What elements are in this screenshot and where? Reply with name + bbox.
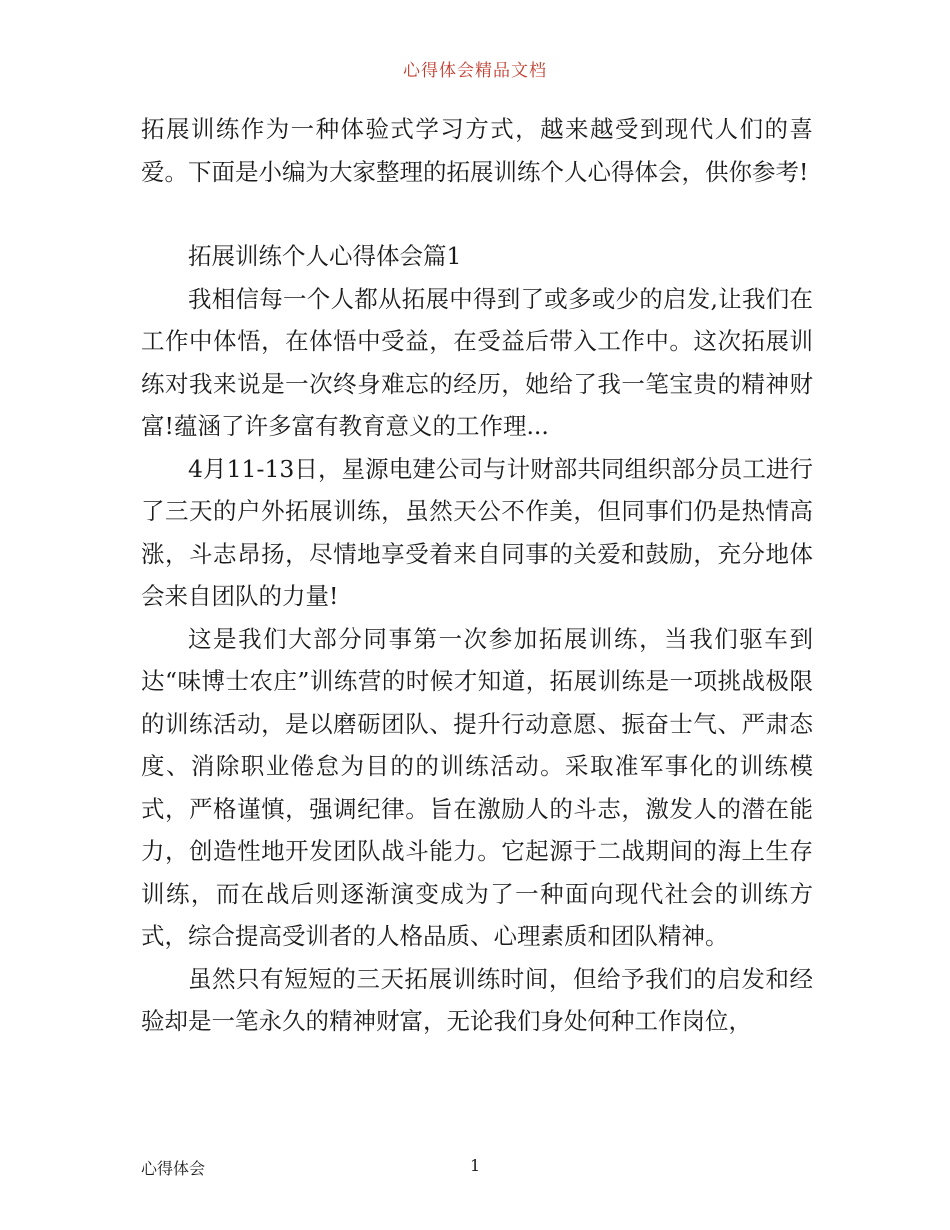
body-paragraph-3: 这是我们大部分同事第一次参加拓展训练，当我们驱车到达“味博士农庄”训练营的时候才知道，拓展训练是一项挑战极限的训练活动，是以磨砺团队、提升行动意愿、振奋士气、严肃态度、消除职业倦怠为目的的训练活动。采取准军事化的训练模式，严格谨慎，强调纪律。旨在激励人的斗志，激发人的潜在能力，创造性地开发团队战斗能力。它起源于二战期间的海上生存训练，而在战后则逐渐演变成为了一种面向现代社会的训练方式，综合提高受训者的人格品质、心理素质和团队精神。 (141, 624, 813, 950)
section-title: 拓展训练个人心得体会篇1 (188, 242, 462, 270)
intro-paragraph: 拓展训练作为一种体验式学习方式，越来越受到现代人们的喜爱。下面是小编为大家整理的拓展训练个人心得体会，供你参考! (141, 115, 813, 186)
page-number: 1 (470, 1156, 481, 1175)
body-paragraph-4: 虽然只有短短的三天拓展训练时间，但给予我们的启发和经验却是一笔永久的精神财富，无论我们身处何种工作岗位， (141, 964, 813, 1035)
body-paragraph-1: 我相信每一个人都从拓展中得到了或多或少的启发,让我们在工作中体悟，在体悟中受益，在受益后带入工作中。这次拓展训练对我来说是一次终身难忘的经历，她给了我一笔宝贵的精神财富!蕴涵了许多富有教育意义的工作理... (141, 284, 813, 440)
document-body (141, 108, 813, 1043)
body-paragraph-2: 4月11-13日，星源电建公司与计财部共同组织部分员工进行了三天的户外拓展训练，虽然天公不作美，但同事们仍是热情高涨，斗志昂扬，尽情地享受着来自同事的关爱和鼓励，充分地体会来自团队的力量! (141, 454, 813, 610)
footer-label: 心得体会 (141, 1159, 206, 1178)
paragraph-gap (141, 193, 813, 235)
page-header: 心得体会精品文档 (403, 61, 547, 81)
